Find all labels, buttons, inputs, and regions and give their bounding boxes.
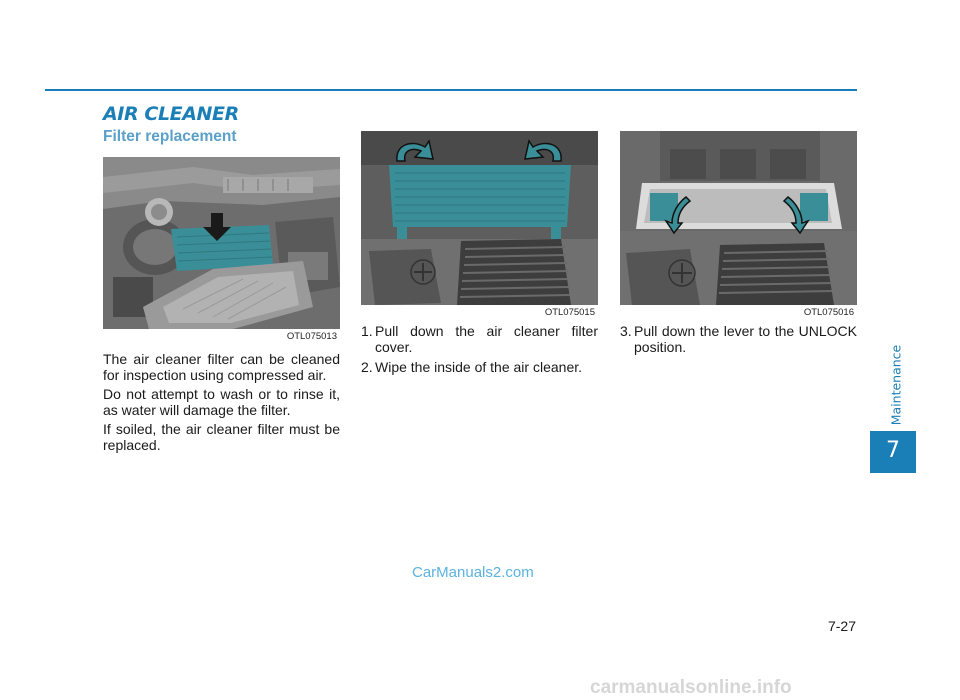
paragraph-cleaning: The air cleaner filter can be cleaned for inspection using compressed air.: [103, 351, 340, 383]
figure-caption: OTL075013: [286, 331, 337, 342]
step-item: [361, 359, 598, 375]
engine-bay-illustration: [103, 157, 340, 343]
paragraph-no-washing: Do not attempt to wash or to rinse it, as water will damage the filter.: [103, 386, 340, 418]
figure-engine-bay: [103, 157, 340, 343]
filter-cover-highlight: [389, 165, 571, 227]
step-text: Pull down the air cleaner filter cover.: [375, 323, 598, 355]
right-lever-highlight: [800, 193, 828, 221]
section-subtitle: Filter replacement: [103, 128, 237, 145]
page-number: 7-27: [827, 618, 856, 634]
step-item: [620, 323, 857, 355]
step-number: 2.: [361, 359, 373, 375]
figure-unlock-lever: [620, 131, 857, 319]
unlock-lever-illustration: [620, 131, 857, 319]
paragraph-replace: If soiled, the air cleaner filter must be replaced.: [103, 421, 340, 453]
step-number: 1.: [361, 323, 373, 339]
chapter-tab: [870, 431, 916, 473]
watermark-footer: carmanualsonline.info: [590, 677, 792, 698]
step-text: Wipe the inside of the air cleaner.: [375, 359, 583, 375]
chapter-side-label: [876, 340, 916, 430]
chapter-number: 7: [886, 438, 900, 463]
step-item: [361, 323, 598, 355]
figure-filter-cover: [361, 131, 598, 319]
figure-caption: OTL075015: [544, 307, 595, 318]
figure-caption: OTL075016: [803, 307, 854, 318]
step-text: Pull down the lever to the UNLOCK position.: [634, 323, 857, 355]
chapter-name: Maintenance: [888, 344, 904, 426]
section-title: AIR CLEANER: [103, 103, 239, 125]
filter-cover-illustration: [361, 131, 598, 319]
step-number: 3.: [620, 323, 632, 339]
header-rule: [45, 89, 857, 91]
watermark-link[interactable]: CarManuals2.com: [412, 564, 534, 581]
